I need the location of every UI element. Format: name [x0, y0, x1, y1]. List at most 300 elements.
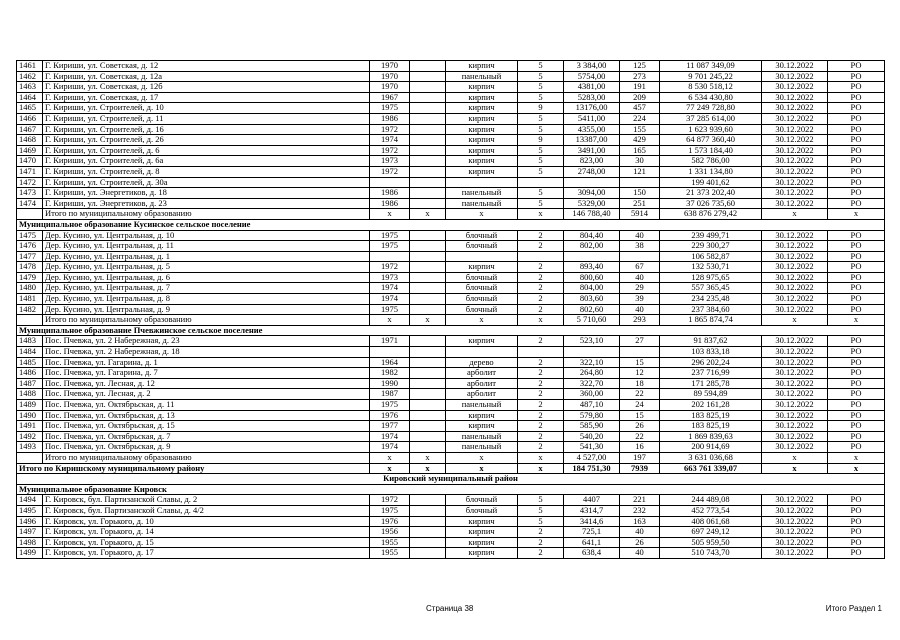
blank-cell	[410, 92, 446, 103]
area-cell: 540,20	[564, 431, 620, 442]
area-cell	[564, 177, 620, 188]
address-cell: Дер. Кусино, ул. Центральная, д. 10	[43, 230, 370, 241]
ro-cell: РО	[828, 336, 885, 347]
row-number: 1476	[17, 241, 43, 252]
material-cell: кирпич	[446, 548, 518, 559]
address-cell: Дер. Кусино, ул. Центральная, д. 1	[43, 251, 370, 262]
row-number: 1499	[17, 548, 43, 559]
year-cell: 1972	[370, 124, 410, 135]
floors-cell: 5	[518, 166, 564, 177]
blank-cell	[410, 442, 446, 453]
table-row	[17, 400, 885, 411]
residents-cell: 191	[620, 82, 660, 93]
material-cell: x	[446, 209, 518, 220]
row-number: 1483	[17, 336, 43, 347]
table-row	[17, 241, 885, 252]
table-row	[17, 431, 885, 442]
address-cell: Пос. Пчевжа, ул. 2 Набережная, д. 23	[43, 336, 370, 347]
year-cell: 1970	[370, 82, 410, 93]
row-number: 1496	[17, 516, 43, 527]
cost-cell: 6 534 430,80	[660, 92, 762, 103]
residents-cell: 40	[620, 527, 660, 538]
table-row	[17, 262, 885, 273]
address-cell: Г. Кириши, ул. Строителей, д. 8	[43, 166, 370, 177]
material-cell: блочный	[446, 272, 518, 283]
floors-cell: x	[518, 463, 564, 474]
table-row	[17, 389, 885, 400]
date-cell: 30.12.2022	[762, 156, 828, 167]
residents-cell: 293	[620, 315, 660, 326]
date-cell: 30.12.2022	[762, 527, 828, 538]
row-number: 1488	[17, 389, 43, 400]
blank-cell	[410, 505, 446, 516]
year-cell: x	[370, 315, 410, 326]
year-cell: 1975	[370, 505, 410, 516]
address-cell: Итого по муниципальному образованию	[43, 315, 370, 326]
row-number: 1467	[17, 124, 43, 135]
area-cell: 2748,00	[564, 166, 620, 177]
material-cell: кирпич	[446, 166, 518, 177]
residents-cell: 251	[620, 198, 660, 209]
ro-cell: РО	[828, 283, 885, 294]
ro-cell: РО	[828, 442, 885, 453]
year-cell: 1970	[370, 71, 410, 82]
cost-cell: 239 499,71	[660, 230, 762, 241]
area-cell: 264,80	[564, 368, 620, 379]
table-row	[17, 548, 885, 559]
area-cell: 3414,6	[564, 516, 620, 527]
year-cell: 1955	[370, 548, 410, 559]
area-cell: 802,60	[564, 304, 620, 315]
subtotal-row	[17, 315, 885, 326]
row-number: 1466	[17, 113, 43, 124]
section-header-row	[17, 325, 885, 336]
blank-cell	[410, 198, 446, 209]
floors-cell: 2	[518, 336, 564, 347]
material-cell: кирпич	[446, 537, 518, 548]
table-row	[17, 378, 885, 389]
floors-cell: 2	[518, 527, 564, 538]
date-cell: 30.12.2022	[762, 82, 828, 93]
year-cell: 1974	[370, 431, 410, 442]
cost-cell: 1 573 184,40	[660, 145, 762, 156]
blank-cell	[410, 431, 446, 442]
cost-cell: 89 594,89	[660, 389, 762, 400]
residents-cell: 15	[620, 410, 660, 421]
residents-cell: 155	[620, 124, 660, 135]
cost-cell: 237 716,99	[660, 368, 762, 379]
material-cell: арболит	[446, 378, 518, 389]
cost-cell: 103 833,18	[660, 347, 762, 358]
ro-cell: РО	[828, 188, 885, 199]
floors-cell: 2	[518, 548, 564, 559]
floors-cell	[518, 347, 564, 358]
blank-cell	[410, 166, 446, 177]
ro-cell: РО	[828, 113, 885, 124]
year-cell: 1955	[370, 537, 410, 548]
area-cell: 3 384,00	[564, 61, 620, 72]
row-number: 1492	[17, 431, 43, 442]
floors-cell: 2	[518, 389, 564, 400]
blank-cell	[410, 145, 446, 156]
ro-cell: РО	[828, 61, 885, 72]
address-cell: Пос. Пчевжа, ул. Октябрьская, д. 11	[43, 400, 370, 411]
material-cell: арболит	[446, 368, 518, 379]
residents-cell: 40	[620, 230, 660, 241]
date-cell: 30.12.2022	[762, 177, 828, 188]
address-cell: Г. Кировск, ул. Горького, д. 14	[43, 527, 370, 538]
material-cell: арболит	[446, 389, 518, 400]
date-cell: 30.12.2022	[762, 357, 828, 368]
row-number: 1468	[17, 135, 43, 146]
area-cell: 5283,00	[564, 92, 620, 103]
address-cell: Пос. Пчевжа, ул. Лесная, д. 2	[43, 389, 370, 400]
table-row	[17, 294, 885, 305]
date-cell: 30.12.2022	[762, 241, 828, 252]
area-cell: 725,1	[564, 527, 620, 538]
material-cell: блочный	[446, 304, 518, 315]
floors-cell: 5	[518, 71, 564, 82]
floors-cell: 5	[518, 145, 564, 156]
material-cell: кирпич	[446, 135, 518, 146]
ro-cell: РО	[828, 135, 885, 146]
table-row	[17, 92, 885, 103]
row-number: 1469	[17, 145, 43, 156]
material-cell	[446, 251, 518, 262]
residents-cell: 125	[620, 61, 660, 72]
row-number: 1490	[17, 410, 43, 421]
area-cell: 3491,00	[564, 145, 620, 156]
area-cell: 146 788,40	[564, 209, 620, 220]
address-cell: Дер. Кусино, ул. Центральная, д. 8	[43, 294, 370, 305]
area-cell: 800,60	[564, 272, 620, 283]
date-cell: x	[762, 209, 828, 220]
blank-cell	[410, 241, 446, 252]
area-cell	[564, 251, 620, 262]
floors-cell: 2	[518, 241, 564, 252]
blank-cell	[410, 294, 446, 305]
table-row	[17, 145, 885, 156]
table-row	[17, 495, 885, 506]
material-cell: кирпич	[446, 262, 518, 273]
cost-cell: 202 161,28	[660, 400, 762, 411]
year-cell: 1974	[370, 442, 410, 453]
address-cell: Г. Кировск, бул. Партизанской Славы, д. 4/2	[43, 505, 370, 516]
year-cell: 1972	[370, 166, 410, 177]
material-cell: кирпич	[446, 145, 518, 156]
floors-cell: 2	[518, 262, 564, 273]
residents-cell	[620, 347, 660, 358]
residents-cell: 12	[620, 368, 660, 379]
floors-cell: 5	[518, 188, 564, 199]
date-cell: 30.12.2022	[762, 113, 828, 124]
ro-cell: РО	[828, 198, 885, 209]
blank-cell	[410, 177, 446, 188]
residents-cell: 457	[620, 103, 660, 114]
blank-cell	[410, 124, 446, 135]
date-cell: 30.12.2022	[762, 431, 828, 442]
material-cell: x	[446, 452, 518, 463]
address-cell: Дер. Кусино, ул. Центральная, д. 7	[43, 283, 370, 294]
cost-cell: 582 786,00	[660, 156, 762, 167]
table-row	[17, 442, 885, 453]
blank-cell	[410, 82, 446, 93]
row-number: 1474	[17, 198, 43, 209]
residents-cell: 16	[620, 442, 660, 453]
date-cell: 30.12.2022	[762, 283, 828, 294]
year-cell: 1986	[370, 198, 410, 209]
area-cell: 803,60	[564, 294, 620, 305]
year-cell	[370, 251, 410, 262]
date-cell: 30.12.2022	[762, 548, 828, 559]
blank-cell: x	[410, 315, 446, 326]
floors-cell	[518, 177, 564, 188]
section-total-label: Итого Раздел 1	[825, 604, 882, 613]
material-cell: кирпич	[446, 61, 518, 72]
blank-cell	[410, 347, 446, 358]
date-cell: 30.12.2022	[762, 378, 828, 389]
cost-cell: 3 631 036,68	[660, 452, 762, 463]
year-cell: 1973	[370, 272, 410, 283]
address-cell: Г. Кириши, ул. Строителей, д. 6а	[43, 156, 370, 167]
residents-cell: 232	[620, 505, 660, 516]
address-cell: Г. Кировск, ул. Горького, д. 15	[43, 537, 370, 548]
residents-cell: 26	[620, 421, 660, 432]
table-row	[17, 166, 885, 177]
address-cell: Г. Кировск, ул. Горького, д. 10	[43, 516, 370, 527]
address-cell: Г. Кириши, ул. Советская, д. 12б	[43, 82, 370, 93]
table-row	[17, 527, 885, 538]
blank-cell	[410, 495, 446, 506]
row-number: 1484	[17, 347, 43, 358]
floors-cell: 2	[518, 431, 564, 442]
year-cell: 1967	[370, 92, 410, 103]
floors-cell: 5	[518, 198, 564, 209]
material-cell: панельный	[446, 442, 518, 453]
row-number: 1491	[17, 421, 43, 432]
floors-cell: 5	[518, 92, 564, 103]
residents-cell: 163	[620, 516, 660, 527]
cost-cell: 1 865 874,74	[660, 315, 762, 326]
date-cell: 30.12.2022	[762, 124, 828, 135]
floors-cell: 5	[518, 124, 564, 135]
address-cell: Г. Кировск, ул. Горького, д. 17	[43, 548, 370, 559]
cost-cell: 11 087 349,09	[660, 61, 762, 72]
ro-cell: РО	[828, 357, 885, 368]
area-cell: 804,40	[564, 230, 620, 241]
cost-cell: 200 914,69	[660, 442, 762, 453]
blank-cell	[410, 389, 446, 400]
ro-cell: РО	[828, 166, 885, 177]
material-cell: дерево	[446, 357, 518, 368]
blank-cell	[410, 283, 446, 294]
address-cell: Г. Кириши, ул. Строителей, д. 16	[43, 124, 370, 135]
cost-cell: 229 300,27	[660, 241, 762, 252]
cost-cell: 9 701 245,22	[660, 71, 762, 82]
row-number: 1479	[17, 272, 43, 283]
row-number	[17, 209, 43, 220]
floors-cell: 2	[518, 421, 564, 432]
row-number: 1462	[17, 71, 43, 82]
row-number: 1494	[17, 495, 43, 506]
residents-cell: 40	[620, 304, 660, 315]
ro-cell: РО	[828, 548, 885, 559]
date-cell: 30.12.2022	[762, 421, 828, 432]
material-cell	[446, 177, 518, 188]
material-cell: панельный	[446, 188, 518, 199]
address-cell: Дер. Кусино, ул. Центральная, д. 6	[43, 272, 370, 283]
address-cell: Г. Кириши, ул. Энергетиков, д. 18	[43, 188, 370, 199]
address-cell: Г. Кириши, ул. Советская, д. 17	[43, 92, 370, 103]
date-cell: 30.12.2022	[762, 516, 828, 527]
material-cell	[446, 347, 518, 358]
blank-cell	[410, 251, 446, 262]
floors-cell: 2	[518, 537, 564, 548]
ro-cell: x	[828, 209, 885, 220]
ro-cell: РО	[828, 400, 885, 411]
row-number: 1487	[17, 378, 43, 389]
address-cell: Г. Кириши, ул. Энергетиков, д. 23	[43, 198, 370, 209]
residents-cell: 5914	[620, 209, 660, 220]
row-number: 1472	[17, 177, 43, 188]
material-cell: кирпич	[446, 516, 518, 527]
date-cell: 30.12.2022	[762, 272, 828, 283]
year-cell: 1972	[370, 262, 410, 273]
blank-cell	[410, 421, 446, 432]
residents-cell: 15	[620, 357, 660, 368]
area-cell: 5754,00	[564, 71, 620, 82]
row-number: 1464	[17, 92, 43, 103]
table-row	[17, 124, 885, 135]
section-header-row	[17, 484, 885, 495]
address-cell: Г. Кировск, бул. Партизанской Славы, д. 2	[43, 495, 370, 506]
floors-cell: 9	[518, 103, 564, 114]
ro-cell: РО	[828, 71, 885, 82]
residents-cell: 22	[620, 389, 660, 400]
ro-cell: РО	[828, 241, 885, 252]
blank-cell	[410, 537, 446, 548]
row-number: 1470	[17, 156, 43, 167]
area-cell: 579,80	[564, 410, 620, 421]
year-cell: 1975	[370, 103, 410, 114]
address-cell: Пос. Пчевжа, ул. Гагарина, д. 1	[43, 357, 370, 368]
material-cell: кирпич	[446, 421, 518, 432]
row-number: 1480	[17, 283, 43, 294]
year-cell: 1971	[370, 336, 410, 347]
table-row	[17, 516, 885, 527]
date-cell: 30.12.2022	[762, 61, 828, 72]
date-cell: 30.12.2022	[762, 304, 828, 315]
year-cell: 1976	[370, 410, 410, 421]
area-cell: 322,10	[564, 357, 620, 368]
year-cell: 1975	[370, 304, 410, 315]
address-cell: Итого по муниципальному образованию	[43, 209, 370, 220]
address-cell: Г. Кириши, ул. Строителей, д. 30а	[43, 177, 370, 188]
year-cell: 1987	[370, 389, 410, 400]
row-number	[17, 452, 43, 463]
residents-cell: 150	[620, 188, 660, 199]
year-cell: x	[370, 209, 410, 220]
blank-cell	[410, 516, 446, 527]
table-row	[17, 283, 885, 294]
ro-cell: РО	[828, 145, 885, 156]
district-title: Кировский муниципальный район	[17, 474, 885, 485]
date-cell: 30.12.2022	[762, 251, 828, 262]
ro-cell: РО	[828, 421, 885, 432]
date-cell: 30.12.2022	[762, 198, 828, 209]
area-cell: 4407	[564, 495, 620, 506]
address-cell: Дер. Кусино, ул. Центральная, д. 9	[43, 304, 370, 315]
ro-cell: РО	[828, 537, 885, 548]
table-row	[17, 357, 885, 368]
ro-cell: x	[828, 452, 885, 463]
material-cell: кирпич	[446, 82, 518, 93]
residents-cell: 38	[620, 241, 660, 252]
blank-cell	[410, 262, 446, 273]
ro-cell: РО	[828, 177, 885, 188]
date-cell: 30.12.2022	[762, 347, 828, 358]
blank-cell	[410, 410, 446, 421]
address-cell: Дер. Кусино, ул. Центральная, д. 11	[43, 241, 370, 252]
area-cell: 13387,00	[564, 135, 620, 146]
cost-cell: 638 876 279,42	[660, 209, 762, 220]
residents-cell: 197	[620, 452, 660, 463]
area-cell: 802,00	[564, 241, 620, 252]
address-cell: Пос. Пчевжа, ул. Октябрьская, д. 7	[43, 431, 370, 442]
table-row	[17, 82, 885, 93]
material-cell: панельный	[446, 431, 518, 442]
blank-cell	[410, 71, 446, 82]
year-cell: 1982	[370, 368, 410, 379]
subtotal-row	[17, 209, 885, 220]
table-row	[17, 135, 885, 146]
row-number: 1482	[17, 304, 43, 315]
ro-cell: РО	[828, 103, 885, 114]
table-row	[17, 304, 885, 315]
row-number: 1478	[17, 262, 43, 273]
date-cell: 30.12.2022	[762, 410, 828, 421]
date-cell: x	[762, 452, 828, 463]
row-number: 1489	[17, 400, 43, 411]
residents-cell: 22	[620, 431, 660, 442]
row-number: 1475	[17, 230, 43, 241]
table-row	[17, 156, 885, 167]
blank-cell	[410, 400, 446, 411]
ro-cell: РО	[828, 304, 885, 315]
table-body	[17, 61, 885, 559]
ro-cell: РО	[828, 431, 885, 442]
ro-cell: РО	[828, 124, 885, 135]
residents-cell: 30	[620, 156, 660, 167]
year-cell: 1986	[370, 188, 410, 199]
material-cell: кирпич	[446, 156, 518, 167]
cost-cell: 106 582,87	[660, 251, 762, 262]
material-cell: панельный	[446, 198, 518, 209]
address-cell: Г. Кириши, ул. Строителей, д. 26	[43, 135, 370, 146]
table-row	[17, 61, 885, 72]
cost-cell: 1 331 134,80	[660, 166, 762, 177]
page-number: Страница 38	[426, 604, 474, 613]
row-number	[17, 315, 43, 326]
table-row	[17, 368, 885, 379]
date-cell: 30.12.2022	[762, 71, 828, 82]
floors-cell: 2	[518, 283, 564, 294]
floors-cell: 5	[518, 113, 564, 124]
year-cell: 1975	[370, 230, 410, 241]
blank-cell	[410, 103, 446, 114]
material-cell: кирпич	[446, 103, 518, 114]
floors-cell: 5	[518, 495, 564, 506]
